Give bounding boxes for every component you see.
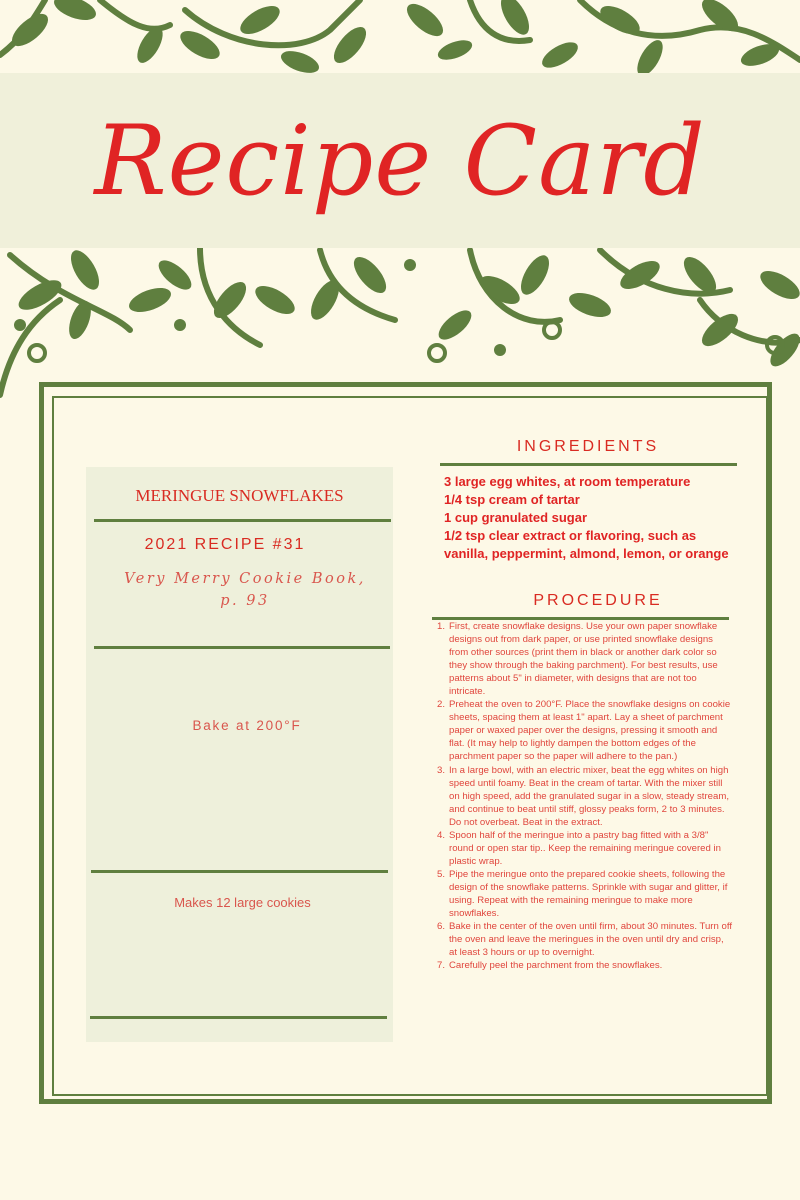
recipe-number: 2021 RECIPE #31 <box>144 536 306 553</box>
divider <box>90 1016 387 1019</box>
recipe-source <box>110 568 380 612</box>
step-number: 4. <box>437 829 446 841</box>
step-number: 5. <box>437 868 446 880</box>
procedure-step <box>437 620 733 698</box>
step-number: 6. <box>437 921 446 933</box>
step-text: In a large bowl, with an electric mixer, beat the egg whites on high speed until foamy. Beat in the cream of tartar. With the mixer still on high speed, add the granulated sugar in a slow, steady stream, and continue to beat until stiff, glossy peaks form, 2 to 3 minutes. Do not overbeat. Beat in the extract. <box>449 764 729 828</box>
ingredients-list <box>444 473 734 563</box>
step-number: 7. <box>437 960 446 972</box>
ingredients-heading: INGREDIENTS <box>516 438 660 455</box>
ingredient-item: 1 cup granulated sugar <box>444 510 588 525</box>
procedure-heading: PROCEDURE <box>533 592 663 609</box>
ingredient-item: 3 large egg whites, at room temperature <box>444 474 691 489</box>
title-band <box>0 73 800 248</box>
step-number: 2. <box>437 699 446 711</box>
divider <box>94 646 390 649</box>
ingredient-item: 1/4 tsp cream of tartar <box>444 492 580 507</box>
step-text: Spoon half of the meringue into a pastry bag fitted with a 3/8" round or open star tip.. Keep the remaining meringue covered in plastic wrap. <box>449 829 721 867</box>
ingredient-item: 1/2 tsp clear extract or flavoring, such as vanilla, peppermint, almond, lemon, or orange <box>444 528 729 561</box>
step-text: Bake in the center of the oven until firm, about 30 minutes. Turn off the oven and leave the meringues in the oven until dry and crisp, at least 3 hours or up to overnight. <box>449 921 733 959</box>
recipe-yield: Makes 12 large cookies <box>174 895 311 910</box>
recipe-name: MERINGUE SNOWFLAKES <box>135 486 344 505</box>
procedure-step <box>437 764 733 829</box>
step-text: Preheat the oven to 200°F. Place the snowflake designs on cookie sheets, spacing them at least 1" apart. Lay a sheet of parchment paper or waxed paper over the designs, pressing it smooth and flat. (It may help to lightly dampen the bottom edges of the parchment paper so the paper will adhere to the pan.) <box>449 699 731 763</box>
step-number: 1. <box>437 621 446 632</box>
divider <box>440 463 737 466</box>
procedure-step <box>437 868 733 920</box>
bake-temperature: Bake at 200°F <box>192 718 302 733</box>
step-text: Pipe the meringue onto the prepared cookie sheets, following the design of the snowflake patterns. Sprinkle with sugar and glitter, if using. Repeat with the remaining meringue to make more snowflakes. <box>449 868 728 920</box>
procedure-step <box>437 698 733 763</box>
procedure-step <box>437 959 733 972</box>
recipe-source-line: Very Merry Cookie Book, <box>124 571 366 587</box>
procedure-list <box>437 620 733 972</box>
page-title: Recipe Card <box>94 104 706 217</box>
step-number: 3. <box>437 764 446 776</box>
recipe-source-page: p. 93 <box>220 593 270 609</box>
procedure-step <box>437 920 733 959</box>
divider <box>91 870 388 873</box>
step-text: Carefully peel the parchment from the snowflakes. <box>449 960 663 972</box>
divider <box>94 519 391 522</box>
step-text: First, create snowflake designs. Use your own paper snowflake designs out from dark paper, or use printed snowflake designs from other sources (print them in black or another dark color so they show through the baking parchment). For best results, use patterns about 5" in diameter, with designs that are not too intricate. <box>449 621 718 698</box>
procedure-step <box>437 829 733 868</box>
